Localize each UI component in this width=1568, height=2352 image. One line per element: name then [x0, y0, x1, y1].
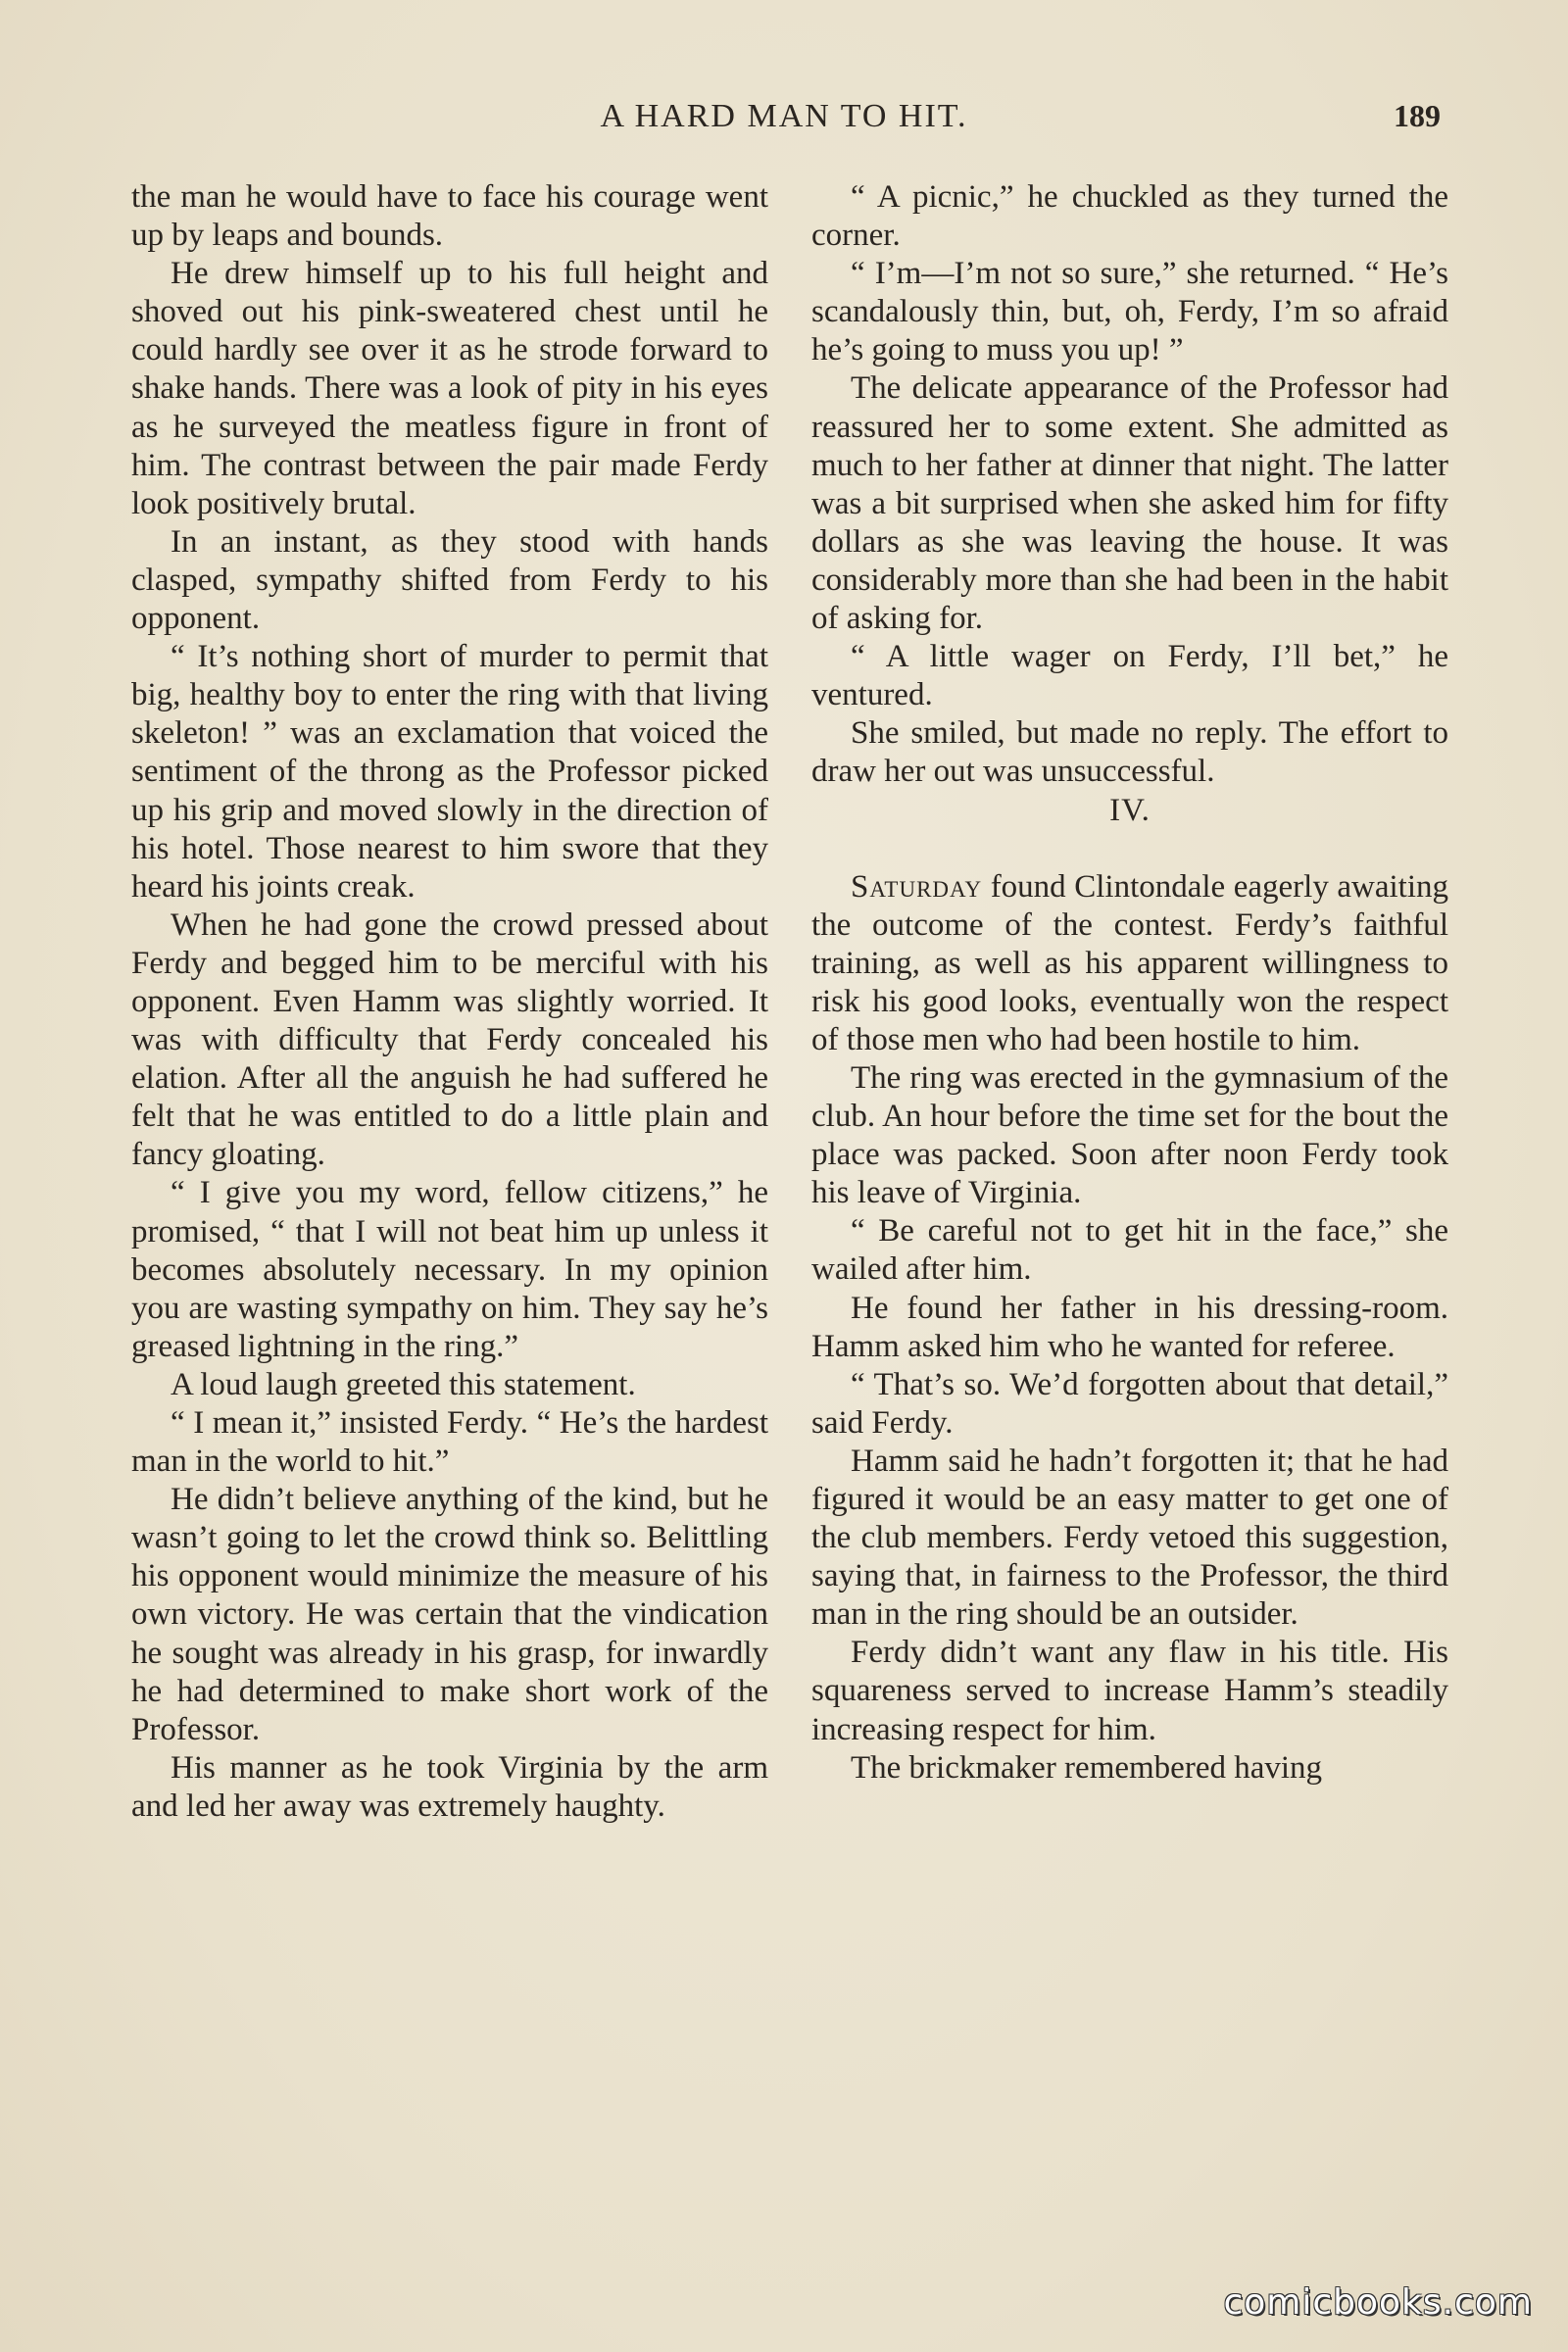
watermark-logo: comicbooks.com [1223, 2282, 1533, 2323]
paragraph: “ I give you my word, fellow citizens,” he promised, “ that I will not beat him up unless it becomes absolutely necessary. In my opinion you are wasting sympathy on him. They say he’s greased lightning in the ring.” [131, 1175, 768, 1364]
paragraph: The ring was erected in the gymnasium of the club. An hour before the time set for the bout the place was packed. Soon after noon Ferdy took his leave of Virginia. [811, 1059, 1448, 1211]
paragraph: His manner as he took Virginia by the arm and led her away was extremely haughty. [131, 1749, 768, 1824]
paragraph: The brickmaker remembered having [851, 1749, 1323, 1786]
paragraph: The delicate appearance of the Professor had reassured her to some extent. She admitted as much to her father at dinner that night. The latter was a bit surprised when she asked him for fifty dollars as she was leaving the house. It was considerably more than she had been in the habit of asking for. [811, 370, 1448, 637]
page-number: 189 [1394, 98, 1441, 133]
paragraph: “ It’s nothing short of murder to permit that big, healthy boy to enter the ring with that living skeleton! ” was an exclamation that voiced the sentiment of the throng as the Professor picked up his grip and moved slowly in the direction of his hotel. Those nearest to him swore that they heard his joints creak. [131, 639, 768, 905]
paragraph-text: found Clintondale eagerly awaiting the outcome of the contest. Ferdy’s faithful training, as well as his apparent willingness to risk his good looks, eventually won the respect of those men who had been hostile to him. [811, 868, 1449, 1057]
paragraph: He didn’t believe anything of the kind, but he wasn’t going to let the crowd think so. Belittling his opponent would minimize the measure of his own victory. He was certain that the vindication he sought was already in his grasp, for inwardly he had determined to make short work of the Professor. [131, 1482, 768, 1747]
running-head [127, 98, 1441, 147]
paragraph: Hamm said he hadn’t forgotten it; that he had figured it would be an easy matter to get one of the club members. Ferdy vetoed this suggestion, saying that, in fairness to the Professor, the third man in the ring should be an outsider. [811, 1443, 1448, 1633]
paragraph: A loud laugh greeted this statement. [171, 1366, 636, 1402]
paragraph: “ Be careful not to get hit in the face,” she wailed after him. [811, 1213, 1448, 1288]
paragraph: He drew himself up to his full height and shoved out his pink-sweatered chest until he could hardly see over it as he strode forward to shake hands. There was a look of pity in his eyes as he surveyed the meatless figure in front of him. The contrast between the pair made Ferdy look positively brutal. [131, 256, 768, 521]
left-column [131, 178, 768, 1826]
paragraph: In an instant, as they stood with hands clasped, sympathy shifted from Ferdy to his opponent. [131, 523, 768, 637]
paragraph: She smiled, but made no reply. The effort to draw her out was unsuccessful. [811, 715, 1448, 790]
paragraph: “ I’m—I’m not so sure,” she returned. “ He’s scandalously thin, but, oh, Ferdy, I’m so afraid he’s going to muss you up! ” [811, 256, 1448, 368]
paragraph [811, 868, 1448, 1059]
paragraph: “ I mean it,” insisted Ferdy. “ He’s the hardest man in the world to hit.” [131, 1405, 768, 1480]
running-title: A HARD MAN TO HIT. [600, 98, 968, 134]
paragraph: “ That’s so. We’d forgotten about that detail,” said Ferdy. [811, 1366, 1448, 1441]
paragraph: “ A picnic,” he chuckled as they turned the corner. [811, 179, 1448, 254]
section-heading: IV. [1109, 792, 1151, 828]
paragraph: Ferdy didn’t want any flaw in his title. His squareness served to increase Hamm’s steadily increasing respect for him. [811, 1635, 1448, 1747]
paragraph: When he had gone the crowd pressed about Ferdy and begged him to be merciful with his opponent. Even Hamm was slightly worried. It was with difficulty that Ferdy concealed his elation. After all the anguish he had suffered he felt that he was entitled to do a little plain and fancy gloating. [131, 906, 768, 1173]
right-column [811, 178, 1448, 1788]
paragraph: “ A little wager on Ferdy, I’ll bet,” he ventured. [811, 639, 1448, 713]
section-lead-word: Saturday [851, 868, 983, 905]
paragraph: He found her father in his dressing-room. Hamm asked him who he wanted for referee. [811, 1290, 1448, 1364]
paragraph: the man he would have to face his courage went up by leaps and bounds. [131, 179, 768, 254]
